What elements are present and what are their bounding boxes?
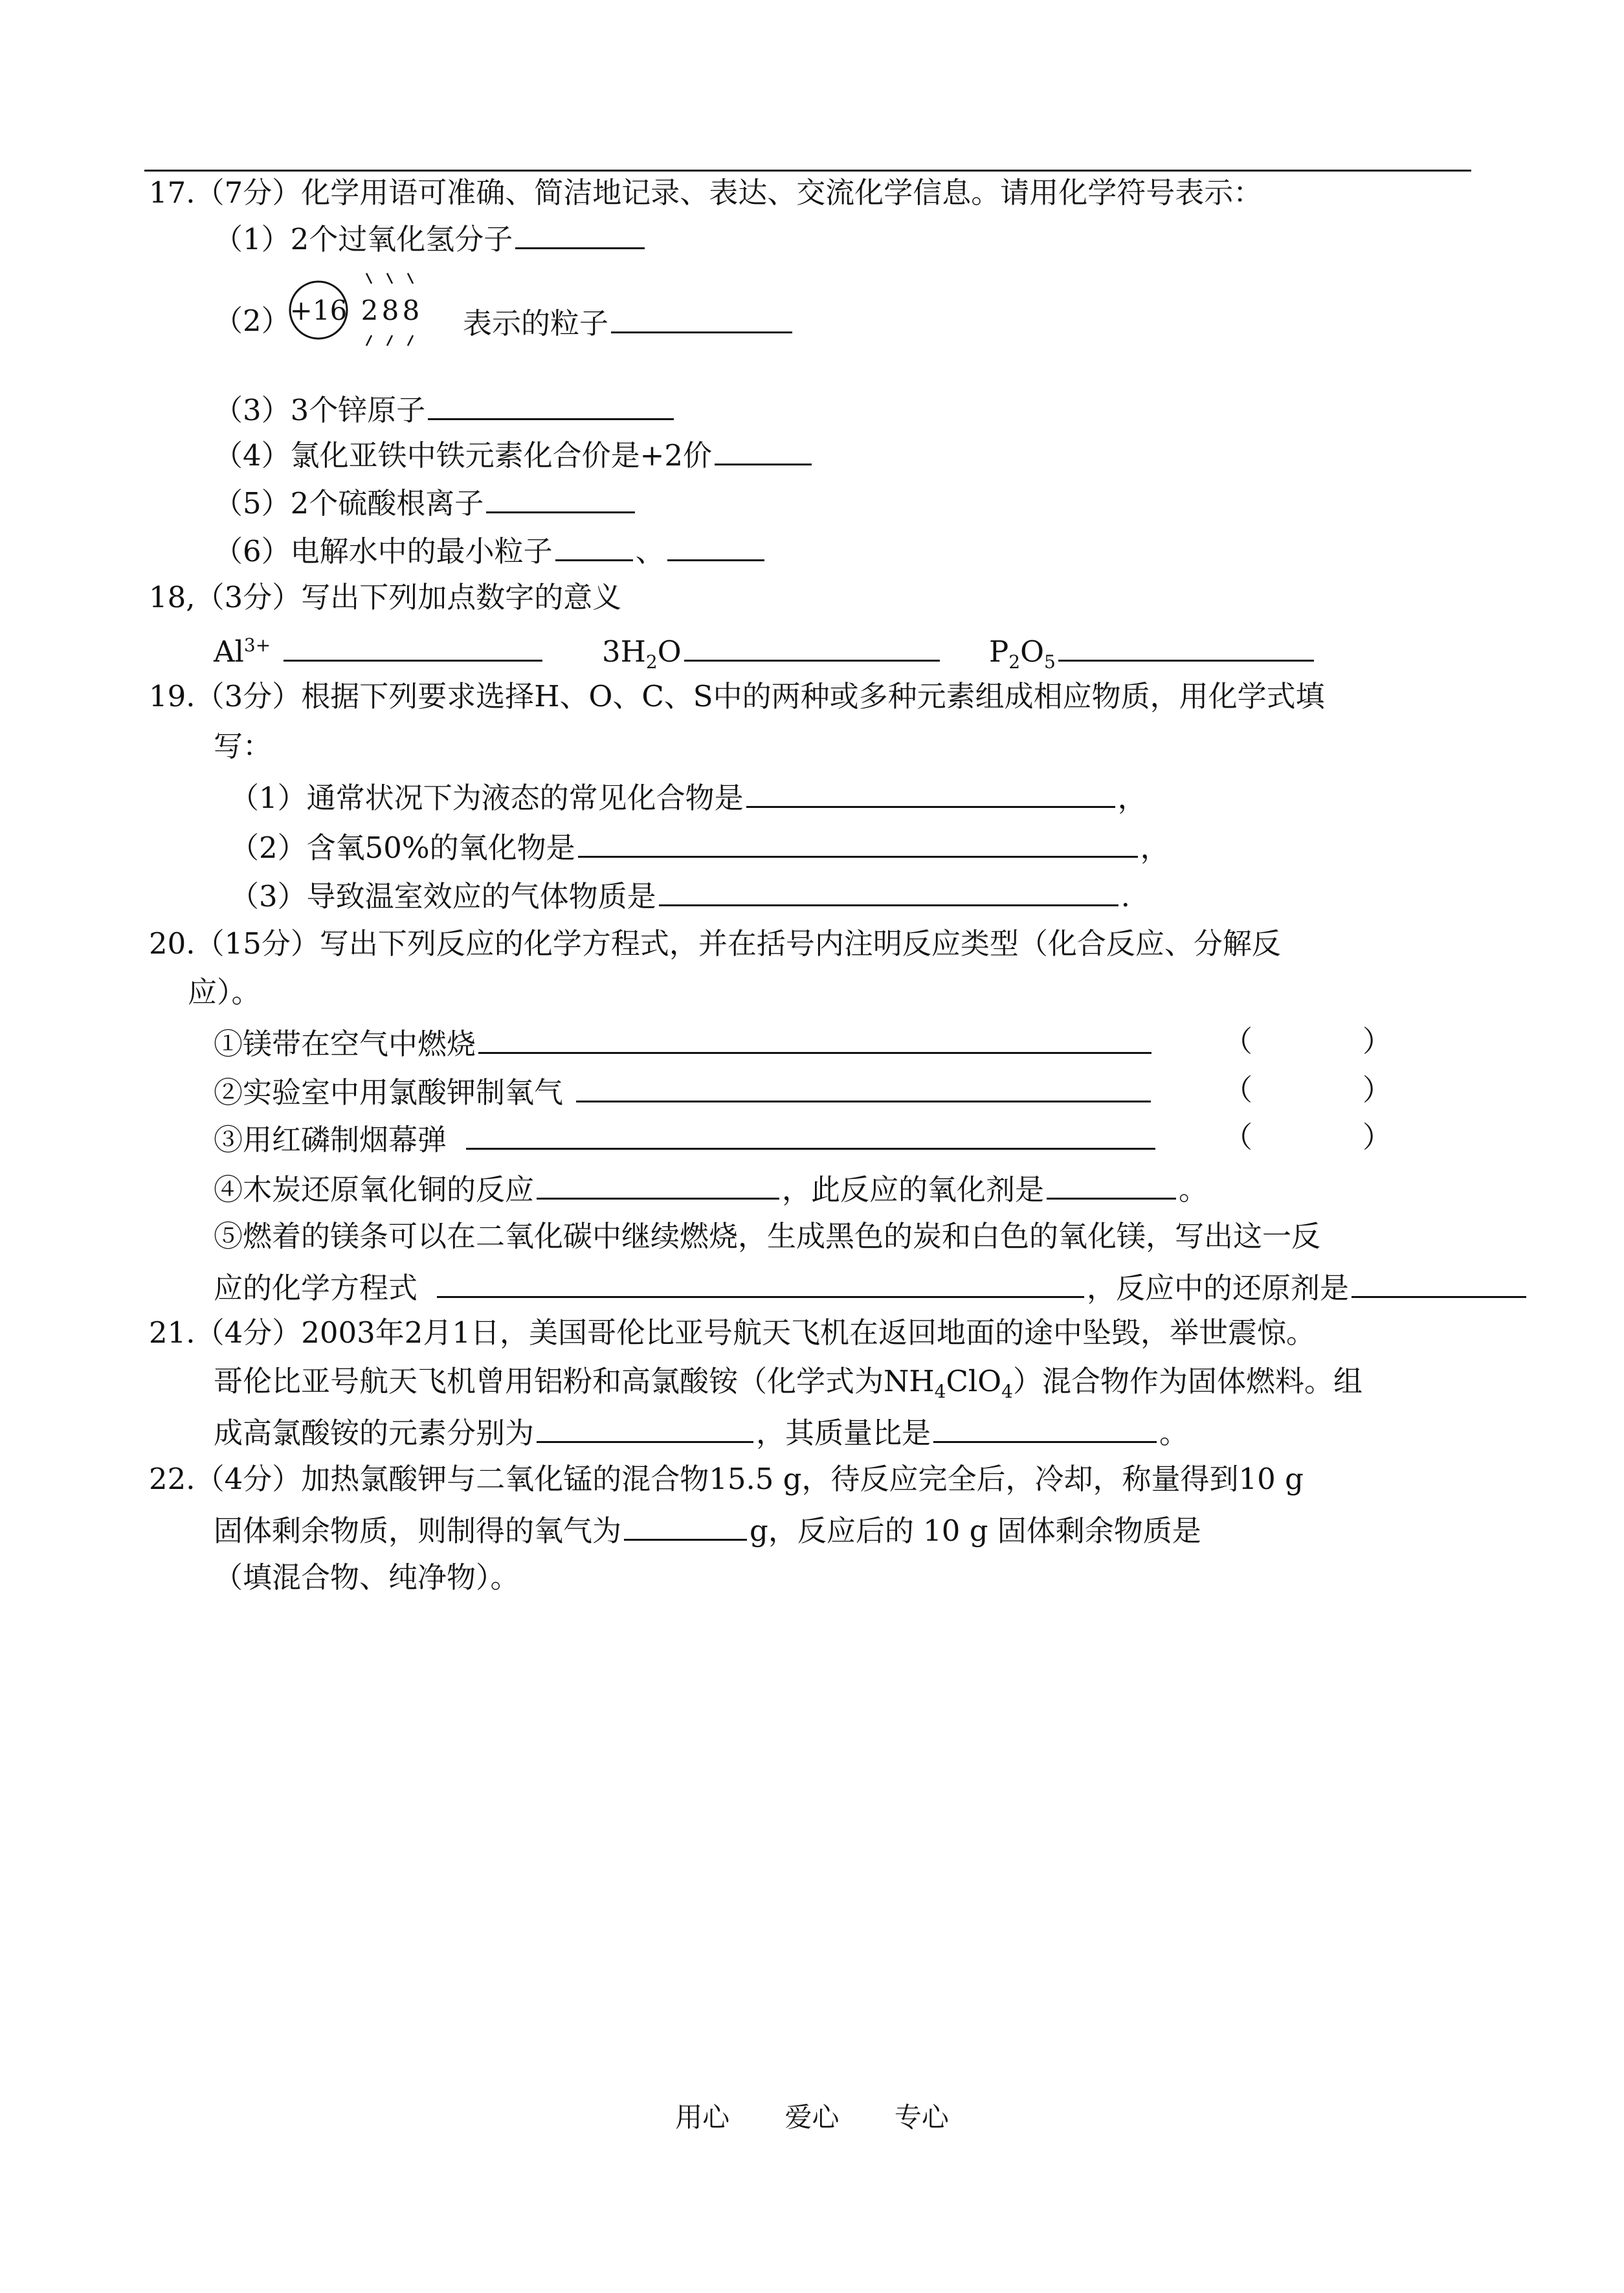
q19-item2-punct: ， — [1140, 831, 1170, 865]
q21-line3 — [214, 1413, 1188, 1451]
q21-line2-tail: ）混合物作为固体燃料。组 — [1013, 1364, 1363, 1398]
q19-item1-text: （1）通常状况下为液态的常见化合物是 — [230, 781, 744, 815]
atom-structure-diagram — [285, 268, 440, 352]
q22-line2 — [214, 1510, 1201, 1549]
q20-header-line2: 应）。 — [188, 975, 261, 1009]
q17-item4-text: （4）氯化亚铁中铁元素化合价是+2价 — [214, 438, 712, 473]
q18-o-subscript: 5 — [1044, 651, 1056, 673]
q20-item5-line1: ⑤燃着的镁条可以在二氧化碳中继续燃烧，生成黑色的炭和白色的氧化镁，写出这一反 — [214, 1219, 1321, 1253]
q20-item5-reducer-text: ，反应中的还原剂是 — [1087, 1271, 1350, 1305]
q19-header-line2: 写： — [214, 729, 273, 763]
shell-2-electrons: 8 — [381, 295, 399, 326]
shell-3-electrons: 8 — [402, 295, 420, 326]
q17-item5-text: （5）2个硫酸根离子 — [214, 486, 484, 520]
q20-item3-paren-open: （ — [1223, 1120, 1253, 1154]
q18-header: 18,（3分）写出下列加点数字的意义 — [149, 580, 622, 614]
answer-blank[interactable] — [466, 1119, 1155, 1150]
answer-blank[interactable] — [437, 1268, 1084, 1298]
q22-line1: 22.（4分）加热氯酸钾与二氧化锰的混合物15.5 g，待反应完全后，冷却，称量得到10 g — [149, 1462, 1304, 1496]
q19-item3-punct: . — [1120, 879, 1130, 913]
q17-item1-text: （1）2个过氧化氢分子 — [214, 222, 513, 256]
footer-word-1: 用心 — [675, 2101, 730, 2133]
q17-item4 — [214, 435, 814, 474]
q21-line3-punct: 。 — [1159, 1416, 1189, 1450]
nucleus-charge: +16 — [289, 295, 348, 326]
q17-item6-text: （6）电解水中的最小粒子 — [214, 534, 553, 568]
q17-item3-text: （3）3个锌原子 — [214, 393, 426, 427]
q20-item1-paren-open: （ — [1223, 1024, 1253, 1058]
q20-item1-text: ①镁带在空气中燃烧 — [214, 1027, 476, 1061]
q18-p-subscript: 2 — [1008, 651, 1021, 673]
answer-blank[interactable] — [486, 483, 635, 513]
answer-blank[interactable] — [537, 1413, 753, 1443]
answer-blank[interactable] — [746, 777, 1115, 808]
q17-item6-separator: 、 — [635, 534, 665, 568]
q21-line1: 21.（4分）2003年2月1日，美国哥伦比亚号航天飞机在返回地面的途中坠毁，举世震惊。 — [149, 1315, 1315, 1350]
q19-item3-text: （3）导致温室效应的气体物质是 — [230, 879, 656, 913]
q18-o2: O — [1020, 634, 1045, 669]
q20-item4-text: ④木炭还原氧化铜的反应 — [214, 1172, 535, 1207]
q20-header-line1: 20.（15分）写出下列反应的化学方程式，并在括号内注明反应类型（化合反应、分解反 — [149, 926, 1281, 961]
q20-item2-text: ②实验室中用氯酸钾制氧气 — [214, 1075, 564, 1110]
q20-item4-punct: 。 — [1179, 1172, 1208, 1207]
q20-item2-paren-close: ） — [1363, 1073, 1392, 1107]
answer-blank[interactable] — [515, 219, 645, 249]
q21-h-subscript: 4 — [934, 1381, 946, 1402]
answer-blank[interactable] — [555, 531, 633, 561]
answer-blank[interactable] — [478, 1023, 1151, 1054]
q18-al-charge: 3+ — [243, 634, 271, 656]
answer-blank[interactable] — [1351, 1268, 1526, 1298]
q21-line2-text: 哥伦比亚号航天飞机曾用铝粉和高氯酸铵（化学式为NH — [214, 1364, 935, 1398]
answer-blank[interactable] — [1058, 631, 1314, 662]
q20-item4 — [214, 1169, 1208, 1208]
q20-item2-paren-open: （ — [1223, 1073, 1253, 1107]
q17-item3 — [214, 390, 676, 429]
q20-item5-equation-text: 应的化学方程式 — [214, 1271, 418, 1305]
q18-item-c — [989, 631, 1317, 673]
q21-line2 — [214, 1363, 1363, 1400]
answer-blank[interactable] — [667, 531, 764, 561]
q20-item4-oxidizer-text: ，此反应的氧化剂是 — [782, 1172, 1045, 1207]
q20-item3 — [214, 1119, 1158, 1158]
footer-word-3: 专心 — [894, 2101, 949, 2133]
answer-blank[interactable] — [576, 1072, 1151, 1102]
q18-h-prefix: 3H — [602, 634, 646, 669]
answer-blank[interactable] — [537, 1169, 779, 1200]
q18-item-a — [214, 631, 545, 670]
q20-item1 — [214, 1023, 1154, 1062]
answer-blank[interactable] — [1047, 1169, 1176, 1200]
q20-item3-text: ③用红磷制烟幕弹 — [214, 1123, 447, 1157]
top-rule — [144, 170, 1471, 172]
q18-al: Al — [214, 634, 244, 669]
q20-item3-paren-close: ） — [1363, 1120, 1392, 1154]
answer-blank[interactable] — [428, 390, 674, 420]
q19-item2-text: （2）含氧50%的氧化物是 — [230, 831, 575, 865]
shell-1-electrons: 2 — [361, 295, 379, 326]
q21-mass-ratio-text: ，其质量比是 — [756, 1416, 931, 1450]
q19-item3 — [230, 876, 1130, 915]
q17-item5 — [214, 483, 638, 522]
q20-item2 — [214, 1072, 1153, 1111]
q20-item5-line2 — [214, 1268, 1529, 1306]
q17-item6 — [214, 531, 767, 570]
q19-header-line1: 19.（3分）根据下列要求选择H、O、C、S中的两种或多种元素组成相应物质，用化学式填 — [149, 679, 1325, 713]
answer-blank[interactable] — [611, 303, 792, 333]
q21-clo: ClO — [946, 1364, 1002, 1398]
answer-blank[interactable] — [684, 631, 940, 662]
q17-item1 — [214, 219, 647, 258]
q19-item1 — [230, 777, 1147, 816]
q17-item2-text: 表示的粒子 — [463, 306, 609, 341]
answer-blank[interactable] — [284, 631, 542, 662]
q22-oxygen-text: 固体剩余物质，则制得的氧气为 — [214, 1514, 622, 1548]
q17-header: 17.（7分）化学用语可准确、简洁地记录、表达、交流化学信息。请用化学符号表示： — [149, 175, 1263, 210]
q17-item2-label: （2） — [214, 304, 291, 338]
answer-blank[interactable] — [659, 876, 1118, 906]
q17-item2 — [463, 303, 795, 342]
q18-p: P — [989, 634, 1009, 669]
q22-residue-text: g，反应后的 10 g 固体剩余物质是 — [750, 1514, 1201, 1548]
q22-line3: （填混合物、纯净物）。 — [214, 1560, 520, 1594]
page-footer — [0, 2096, 1624, 2135]
answer-blank[interactable] — [715, 435, 812, 465]
footer-word-2: 爱心 — [784, 2101, 840, 2133]
answer-blank[interactable] — [933, 1413, 1157, 1443]
q18-h-subscript: 2 — [645, 651, 658, 673]
q18-item-b — [602, 631, 942, 673]
q18-o: O — [657, 634, 682, 669]
q19-item2 — [230, 827, 1170, 866]
q19-item1-punct: ， — [1117, 781, 1147, 815]
answer-blank[interactable] — [624, 1510, 747, 1541]
answer-blank[interactable] — [578, 827, 1138, 858]
q21-o-subscript: 4 — [1001, 1381, 1013, 1402]
q21-elements-text: 成高氯酸铵的元素分别为 — [214, 1416, 535, 1450]
q20-item1-paren-close: ） — [1363, 1024, 1392, 1058]
